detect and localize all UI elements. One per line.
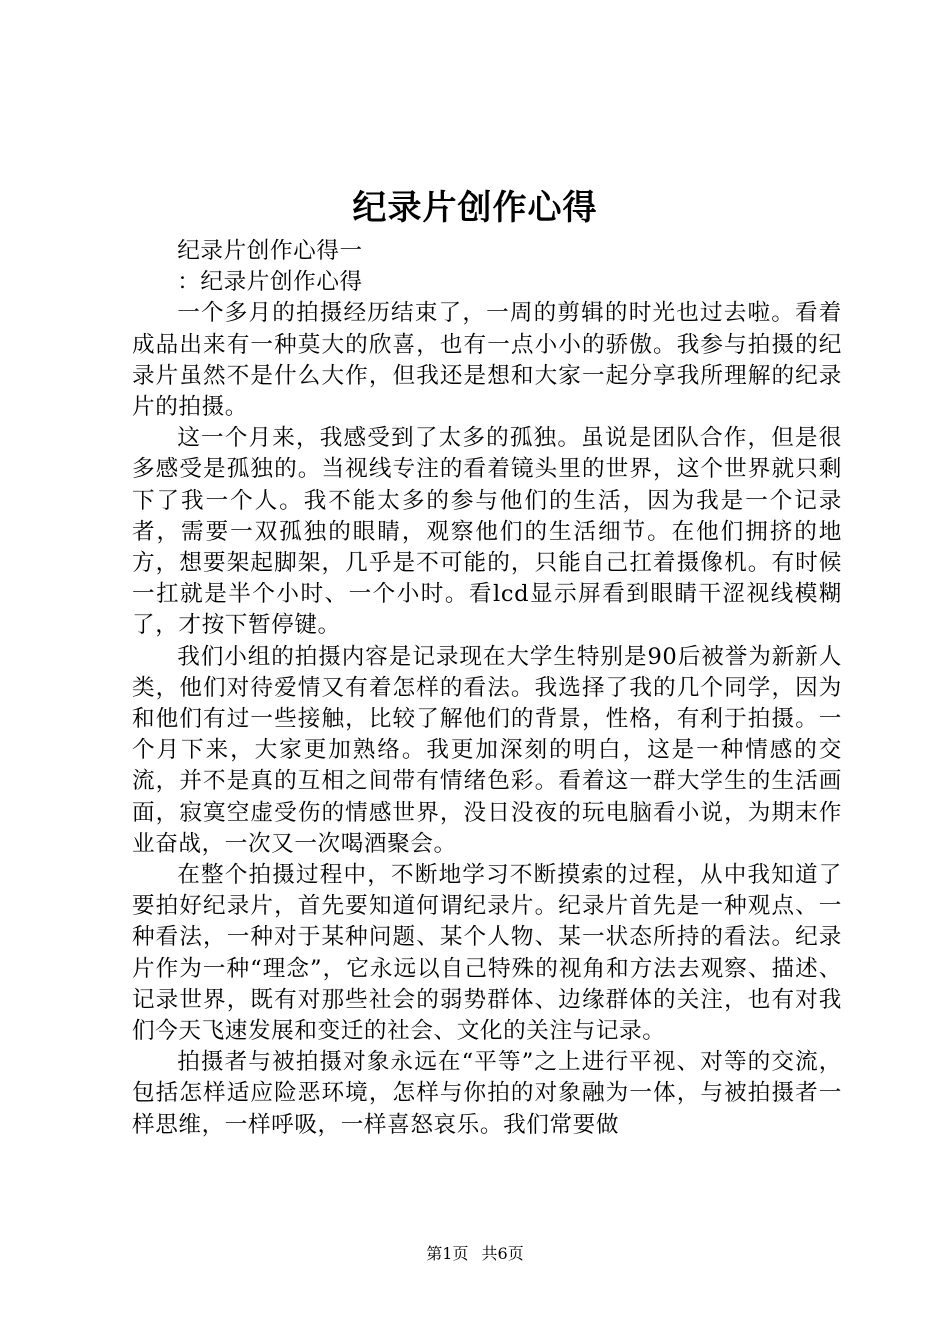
- paragraph-3: 我们小组的拍摄内容是记录现在大学生特别是90后被誉为新新人类，他们对待爱情又有着怎样的看法。我选择了我的几个同学，因为和他们有过一些接触，比较了解他们的背景，性格，有利于拍摄。一个月下来，大家更加熟络。我更加深刻的明白，这是一种情感的交流，并不是真的互相之间带有情绪色彩。看着这一群大学生的生活画面，寂寞空虚受伤的情感世界，没日没夜的玩电脑看小说，为期末作业奋战，一次又一次喝酒聚会。: [132, 643, 842, 857]
- document-title: 纪录片创作心得: [352, 188, 598, 228]
- paragraph-1: 一个多月的拍摄经历结束了，一周的剪辑的时光也过去啦。看着成品出来有一种莫大的欣喜，也有一点小小的骄傲。我参与拍摄的纪录片虽然不是什么大作，但我还是想和大家一起分享我所理解的纪录片的拍摄。: [132, 300, 842, 421]
- paragraph-5: 拍摄者与被拍摄对象永远在“平等”之上进行平视、对等的交流，包括怎样适应险恶环境，怎样与你拍的对象融为一体，与被拍摄者一样思维，一样呼吸，一样喜怒哀乐。我们常要做: [132, 1049, 842, 1138]
- subheading-1: 纪录片创作心得一: [177, 238, 363, 264]
- paragraph-4: 在整个拍摄过程中，不断地学习不断摸索的过程，从中我知道了要拍好纪录片，首先要知道何谓纪录片。纪录片首先是一种观点、一种看法，一种对于某种问题、某个人物、某一状态所持的看法。纪录片作为一种“理念”，它永远以自己特殊的视角和方法去观察、描述、记录世界，既有对那些社会的弱势群体、边缘群体的关注，也有对我们今天飞速发展和变迁的社会、文化的关注与记录。: [132, 862, 842, 1045]
- page-footer: [0, 1243, 950, 1265]
- paragraph-2: 这一个月来，我感受到了太多的孤独。虽说是团队合作，但是很多感受是孤独的。当视线专注的看着镜头里的世界，这个世界就只剩下了我一个人。我不能太多的参与他们的生活，因为我是一个记录者，需要一双孤独的眼睛，观察他们的生活细节。在他们拥挤的地方，想要架起脚架，几乎是不可能的，只能自己扛着摄像机。有时候一扛就是半个小时、一个小时。看lcd显示屏看到眼睛干涩视线模糊了，才按下暂停键。: [132, 425, 842, 639]
- subheading-2: ：纪录片创作心得: [177, 269, 363, 296]
- page-number: 第1页: [426, 1244, 469, 1263]
- document-body: [132, 236, 842, 1141]
- page-total: 共6页: [481, 1244, 524, 1263]
